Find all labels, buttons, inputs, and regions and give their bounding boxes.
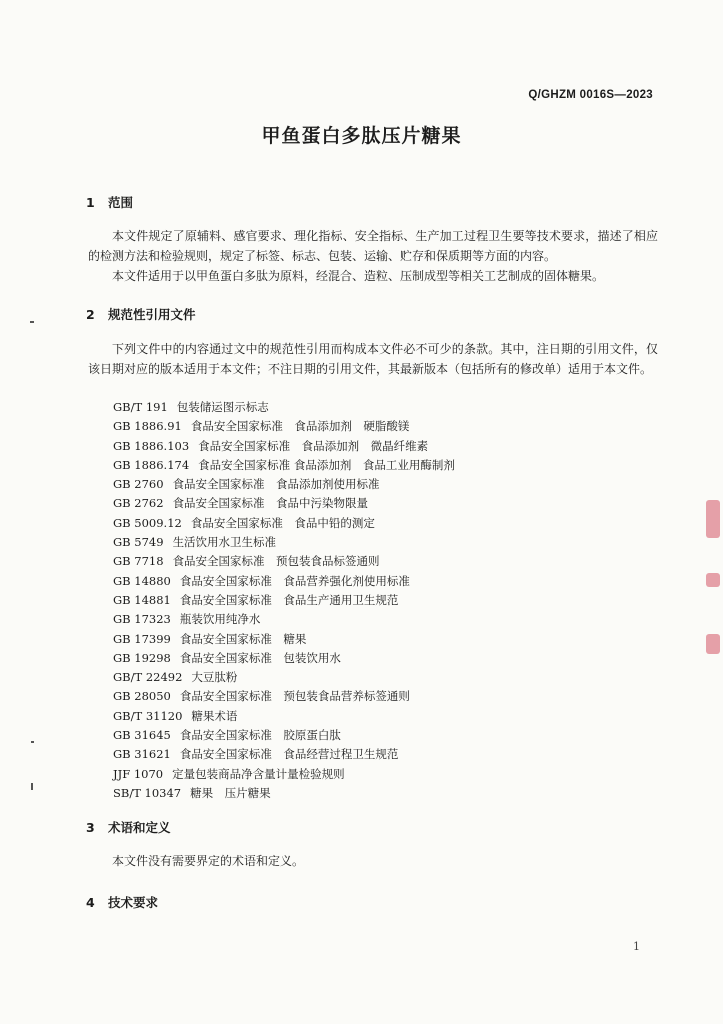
reference-item — [113, 726, 455, 745]
reference-code: SB/T 10347 — [113, 785, 182, 800]
reference-title: 食品安全国家标准 食品中铅的测定 — [190, 515, 375, 530]
reference-title: 瓶装饮用纯净水 — [179, 612, 261, 627]
reference-item — [113, 649, 455, 668]
section-2-heading — [86, 305, 196, 323]
reference-item — [113, 494, 455, 513]
reference-title: 食品安全国家标准 食品经营过程卫生规范 — [179, 747, 399, 762]
reference-title: 食品安全国家标准 食品中污染物限量 — [172, 496, 369, 511]
reference-code: GB 31645 — [113, 728, 171, 743]
scan-speck — [30, 321, 34, 323]
section-3-paragraph-1: 本文件没有需要界定的术语和定义。 — [112, 854, 305, 868]
reference-title: 食品安全国家标准 食品营养强化剂使用标准 — [179, 573, 410, 588]
page-number: 1 — [633, 940, 640, 953]
reference-code: GB 14881 — [113, 592, 171, 607]
reference-item — [113, 745, 455, 764]
reference-title: 食品安全国家标准 预包装食品营养标签通则 — [179, 689, 410, 704]
reference-item — [113, 668, 455, 687]
reference-item — [113, 533, 455, 552]
reference-title: 食品安全国家标准 食品添加剂使用标准 — [172, 477, 380, 492]
section-title: 技术要求 — [108, 895, 159, 910]
reference-code: GB 17323 — [113, 612, 171, 627]
section-1-paragraph-2: 本文件适用于以甲鱼蛋白多肽为原料，经混合、造粒、压制成型等相关工艺制成的固体糖果。 — [112, 269, 605, 283]
reference-item — [113, 398, 455, 417]
reference-title: 食品安全国家标准 食品添加剂 微晶纤维素 — [198, 438, 429, 453]
reference-item — [113, 456, 455, 475]
reference-title: 食品安全国家标准 食品添加剂 硬脂酸镁 — [190, 419, 410, 434]
reference-code: GB 19298 — [113, 650, 171, 665]
reference-title: 食品安全国家标准 食品添加剂 食品工业用酶制剂 — [198, 457, 455, 472]
reference-item — [113, 475, 455, 494]
section-title: 范围 — [108, 195, 134, 210]
reference-title: 糖果 压片糖果 — [190, 785, 271, 800]
reference-code: GB 1886.103 — [113, 438, 190, 453]
normative-references-list — [113, 398, 455, 803]
section-number: 3 — [86, 820, 95, 835]
reference-title: 大豆肽粉 — [191, 670, 238, 685]
reference-code: GB 7718 — [113, 554, 164, 569]
reference-item — [113, 610, 455, 629]
reference-code: JJF 1070 — [113, 766, 164, 781]
section-title: 规范性引用文件 — [108, 307, 196, 322]
reference-code: GB 31621 — [113, 747, 171, 762]
reference-code: GB 28050 — [113, 689, 171, 704]
section-4-heading — [86, 893, 158, 911]
section-1-heading — [86, 193, 133, 211]
section-title: 术语和定义 — [108, 820, 171, 835]
reference-title: 食品安全国家标准 胶原蛋白肽 — [179, 728, 341, 743]
reference-item — [113, 572, 455, 591]
stamp-fragment — [706, 634, 720, 654]
section-number: 2 — [86, 307, 95, 322]
scan-speck — [31, 741, 34, 743]
reference-item — [113, 552, 455, 571]
section-1-paragraph-1: 本文件规定了原辅料、感官要求、理化指标、安全指标、生产加工过程卫生要等技术要求，描述了相应的检测方法和检验规则，规定了标签、标志、包装、运输、贮存和保质期等方面的内容。 — [88, 229, 658, 263]
reference-title: 糖果术语 — [191, 708, 238, 723]
section-3-heading — [86, 818, 171, 836]
reference-code: GB/T 191 — [113, 400, 168, 414]
reference-item — [113, 784, 455, 803]
reference-item — [113, 591, 455, 610]
reference-title: 定量包装商品净含量计量检验规则 — [172, 766, 345, 781]
reference-item — [113, 707, 455, 726]
reference-code: GB 14880 — [113, 573, 171, 588]
reference-code: GB 5009.12 — [113, 515, 182, 530]
reference-item — [113, 437, 455, 456]
reference-code: GB 2760 — [113, 477, 164, 492]
section-number: 4 — [86, 895, 95, 910]
reference-title: 食品安全国家标准 糖果 — [179, 631, 307, 646]
reference-item — [113, 417, 455, 436]
reference-item — [113, 514, 455, 533]
stamp-fragment — [706, 573, 720, 587]
reference-title: 生活饮用水卫生标准 — [172, 535, 277, 550]
standard-code: Q/GHZM 0016S—2023 — [528, 89, 653, 101]
reference-code: GB 2762 — [113, 496, 164, 511]
reference-code: GB/T 31120 — [113, 708, 183, 723]
reference-title: 食品安全国家标准 食品生产通用卫生规范 — [179, 592, 399, 607]
reference-title: 包装储运图示标志 — [176, 400, 269, 414]
reference-code: GB/T 22492 — [113, 670, 183, 685]
reference-code: GB 1886.174 — [113, 457, 190, 472]
scan-speck — [31, 783, 33, 790]
reference-code: GB 17399 — [113, 631, 171, 646]
reference-code: GB 5749 — [113, 535, 164, 550]
reference-code: GB 1886.91 — [113, 419, 182, 434]
reference-item — [113, 765, 455, 784]
reference-item — [113, 687, 455, 706]
document-title: 甲鱼蛋白多肽压片糖果 — [261, 125, 462, 147]
section-number: 1 — [86, 195, 95, 210]
reference-item — [113, 630, 455, 649]
reference-title: 食品安全国家标准 包装饮用水 — [179, 650, 341, 665]
reference-title: 食品安全国家标准 预包装食品标签通则 — [172, 554, 380, 569]
section-2-paragraph-1: 下列文件中的内容通过文中的规范性引用而构成本文件必不可少的条款。其中，注日期的引用文件，仅该日期对应的版本适用于本文件；不注日期的引用文件，其最新版本（包括所有的修改单）适用于本文件。 — [88, 342, 658, 376]
stamp-fragment — [706, 500, 720, 538]
